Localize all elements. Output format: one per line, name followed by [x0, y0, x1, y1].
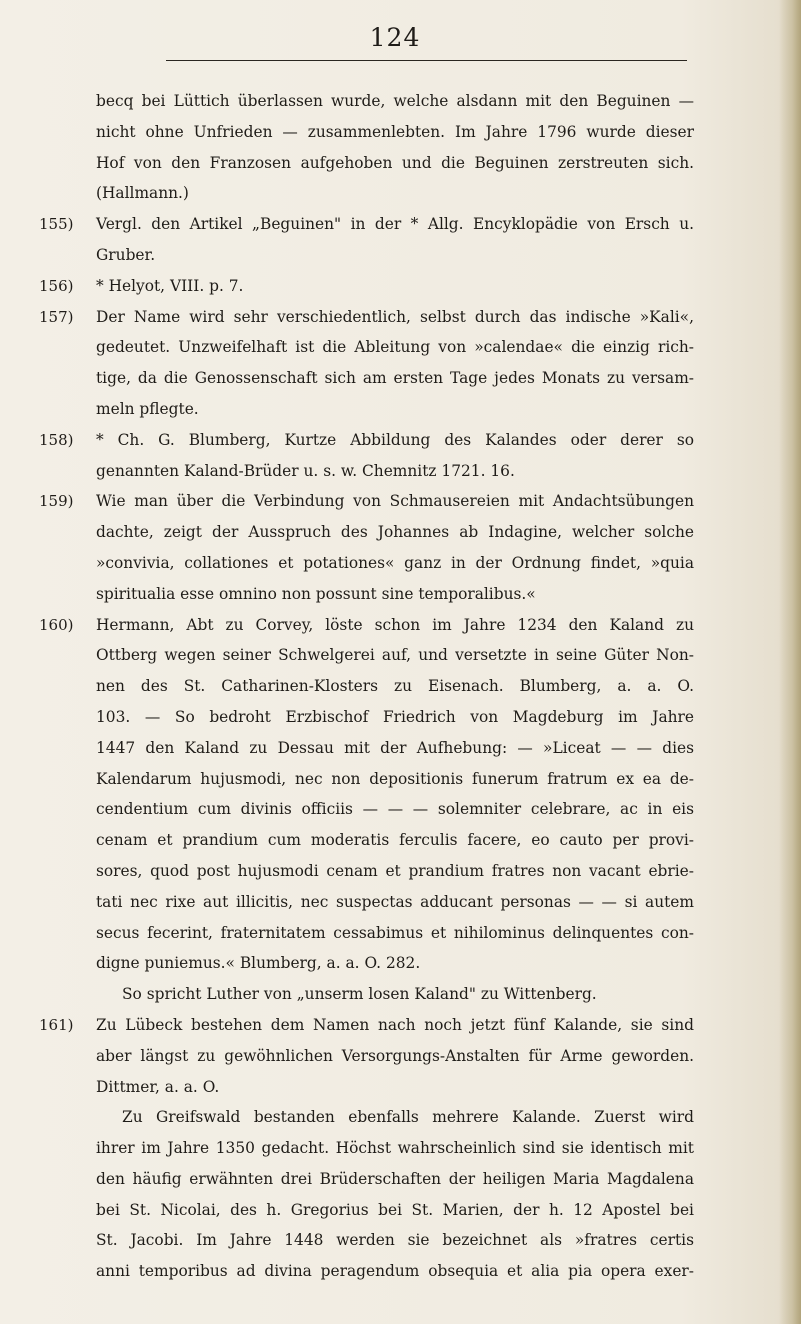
- line-text: nicht ohne Unfrieden — zusammenlebten. Im Jahre 1796 wurde dieser: [96, 122, 694, 141]
- page-edge-shadow: [779, 0, 801, 1324]
- text-line: [96, 794, 694, 825]
- footnote-number: 155): [39, 215, 74, 234]
- line-text: digne puniemus.« Blumberg, a. a. O. 282.: [96, 954, 421, 973]
- text-line: [96, 733, 694, 764]
- line-text: genannten Kaland-Brüder u. s. w. Chemnitz 1721. 16.: [96, 461, 515, 480]
- line-text: Kalendarum hujusmodi, nec non depositionis funerum fratrum ex ea de-: [96, 769, 694, 788]
- footnote-number: 156): [39, 276, 74, 295]
- text-line: [96, 640, 694, 671]
- text-line: [96, 117, 694, 148]
- text-line: [96, 86, 694, 117]
- line-text: anni temporibus ad divina peragendum obsequia et alia pia opera exer-: [96, 1262, 694, 1281]
- line-text: cenam et prandium cum moderatis ferculis facere, eo cauto per provi-: [96, 831, 694, 850]
- footnote-first-line: [39, 302, 694, 333]
- footnote-first-line: [39, 209, 694, 240]
- line-text: meln pflegte.: [96, 399, 199, 418]
- footnote-number: 157): [39, 307, 74, 326]
- text-line: [96, 671, 694, 702]
- text-line: [96, 1225, 694, 1256]
- line-text: tati nec rixe aut illicitis, nec suspectas adducant personas — — si autem: [96, 892, 694, 911]
- page-number: 124: [369, 23, 421, 52]
- line-text: * Ch. G. Blumberg, Kurtze Abbildung des Kalandes oder derer so: [96, 430, 694, 449]
- text-line: [96, 1256, 694, 1287]
- text-line: [96, 548, 694, 579]
- footnote-first-line: [39, 271, 694, 302]
- line-text: Zu Lübeck bestehen dem Namen nach noch jetzt fünf Kalande, sie sind: [96, 1015, 694, 1034]
- line-text: sores, quod post hujusmodi cenam et prandium fratres non vacant ebrie-: [96, 861, 694, 880]
- text-line: [96, 1164, 694, 1195]
- text-line: [96, 363, 694, 394]
- text-line: [96, 517, 694, 548]
- text-line: [96, 702, 694, 733]
- footnote-number: 160): [39, 615, 74, 634]
- text-line: [96, 887, 694, 918]
- header-rule: [166, 60, 687, 61]
- line-text: bei St. Nicolai, des h. Gregorius bei St. Marien, der h. 12 Apostel bei: [96, 1200, 694, 1219]
- line-text: Hof von den Franzosen aufgehoben und die Beguinen zerstreuten sich.: [96, 153, 694, 172]
- footnote-first-line: [39, 486, 694, 517]
- line-text: 1447 den Kaland zu Dessau mit der Aufhebung: — »Liceat — — dies: [96, 738, 694, 757]
- text-line: [96, 1102, 694, 1133]
- line-text: dachte, zeigt der Ausspruch des Johannes ab Indagine, welcher solche: [96, 523, 694, 542]
- line-text: spiritualia esse omnino non possunt sine temporalibus.«: [96, 584, 536, 603]
- line-text: tige, da die Genossenschaft sich am ersten Tage jedes Monats zu versam-: [96, 369, 694, 388]
- line-text: cendentium cum divinis officiis — — — solemniter celebrare, ac in eis: [96, 800, 694, 819]
- line-text: Wie man über die Verbindung von Schmausereien mit Andachtsübungen: [96, 492, 694, 511]
- line-text: * Helyot, VIII. p. 7.: [96, 276, 244, 295]
- footnotes-text: [39, 86, 694, 1287]
- footnote-number: 161): [39, 1015, 74, 1034]
- line-text: secus fecerint, fraternitatem cessabimus et nihilominus delinquentes con-: [96, 923, 694, 942]
- line-text: So spricht Luther von „unserm losen Kaland" zu Wittenberg.: [122, 985, 597, 1004]
- text-line: [96, 1041, 694, 1072]
- line-text: Ottberg wegen seiner Schwelgerei auf, und versetzte in seine Güter Non-: [96, 646, 694, 665]
- line-text: Gruber.: [96, 245, 156, 264]
- text-line: [96, 148, 694, 179]
- text-line: [96, 825, 694, 856]
- footnote-first-line: [39, 425, 694, 456]
- text-line: [96, 394, 694, 425]
- footnote-first-line: [39, 1010, 694, 1041]
- line-text: 103. — So bedroht Erzbischof Friedrich von Magdeburg im Jahre: [96, 707, 694, 726]
- text-line: [96, 948, 694, 979]
- line-text: St. Jacobi. Im Jahre 1448 werden sie bezeichnet als »fratres certis: [96, 1231, 694, 1250]
- text-line: [96, 332, 694, 363]
- text-line: [96, 1133, 694, 1164]
- footnote-number: 158): [39, 430, 74, 449]
- text-line: [96, 1195, 694, 1226]
- line-text: aber längst zu gewöhnlichen Versorgungs-Anstalten für Arme geworden.: [96, 1046, 694, 1065]
- line-text: Dittmer, a. a. O.: [96, 1077, 220, 1096]
- line-text: becq bei Lüttich überlassen wurde, welche alsdann mit den Beguinen —: [96, 92, 694, 110]
- line-text: nen des St. Catharinen-Klosters zu Eisenach. Blumberg, a. a. O.: [96, 677, 694, 696]
- line-text: (Hallmann.): [96, 184, 189, 203]
- text-line: [96, 579, 694, 610]
- line-text: Hermann, Abt zu Corvey, löste schon im Jahre 1234 den Kaland zu: [96, 615, 694, 634]
- text-line: [96, 979, 694, 1010]
- line-text: den häufig erwähnten drei Brüderschaften der heiligen Maria Magdalena: [96, 1169, 694, 1188]
- text-line: [96, 856, 694, 887]
- text-line: [96, 1072, 694, 1103]
- line-text: Der Name wird sehr verschiedentlich, selbst durch das indische »Kali«,: [96, 307, 694, 326]
- text-line: [96, 456, 694, 487]
- text-line: [96, 764, 694, 795]
- text-line: [96, 178, 694, 209]
- footnote-number: 159): [39, 492, 74, 511]
- line-text: Vergl. den Artikel „Beguinen" in der * Allg. Encyklopädie von Ersch u.: [96, 215, 694, 234]
- footnote-first-line: [39, 610, 694, 641]
- line-text: »convivia, collationes et potationes« ganz in der Ordnung findet, »quia: [96, 553, 694, 572]
- text-line: [96, 918, 694, 949]
- line-text: Zu Greifswald bestanden ebenfalls mehrere Kalande. Zuerst wird: [122, 1108, 694, 1127]
- text-line: [96, 240, 694, 271]
- line-text: gedeutet. Unzweifelhaft ist die Ableitung von »calendae« die einzig rich-: [96, 338, 694, 357]
- line-text: ihrer im Jahre 1350 gedacht. Höchst wahrscheinlich sind sie identisch mit: [96, 1139, 694, 1158]
